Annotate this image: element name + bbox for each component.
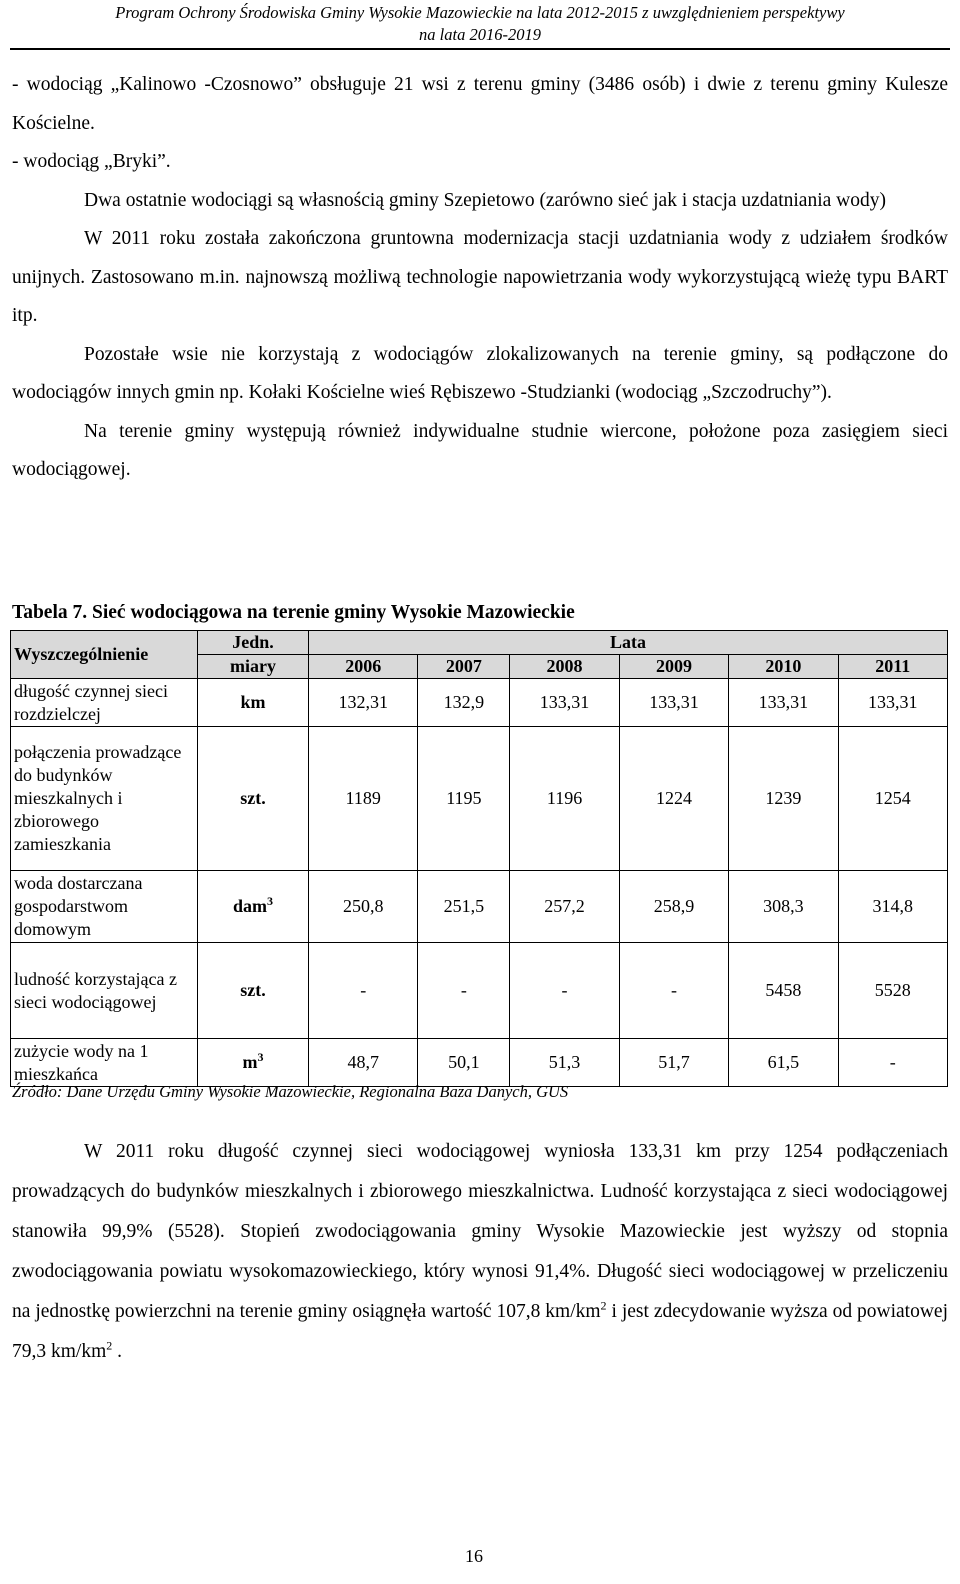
water-network-table — [10, 630, 948, 1087]
cell-value: 250,8 — [309, 871, 418, 943]
row-label: ludność korzystająca z sieci wodociągowej — [11, 943, 198, 1039]
cell-value: 1196 — [510, 727, 619, 871]
row-unit: szt. — [198, 943, 309, 1039]
row-unit: szt. — [198, 727, 309, 871]
cell-value: 257,2 — [510, 871, 619, 943]
cell-value: 133,31 — [838, 679, 947, 727]
cell-value: 51,3 — [510, 1039, 619, 1087]
header-unit-line1: Jedn. — [198, 631, 309, 655]
header-rule — [10, 48, 950, 50]
cell-value: - — [619, 943, 728, 1039]
cell-value: 51,7 — [619, 1039, 728, 1087]
cell-value: 5528 — [838, 943, 947, 1039]
table-row — [11, 1039, 948, 1087]
table-title: Tabela 7. Sieć wodociągowa na terenie gminy Wysokie Mazowieckie — [12, 602, 575, 623]
page-header — [0, 2, 960, 46]
cell-value: 308,3 — [729, 871, 838, 943]
cell-value: 314,8 — [838, 871, 947, 943]
cell-value: 1195 — [418, 727, 510, 871]
cell-value: 1224 — [619, 727, 728, 871]
cell-value: 133,31 — [510, 679, 619, 727]
year-header: 2010 — [729, 655, 838, 679]
table-source: Źródło: Dane Urzędu Gminy Wysokie Mazowieckie, Regionalna Baza Danych, GUS — [12, 1082, 569, 1101]
header-unit-line2: miary — [198, 655, 309, 679]
paragraph: - wodociąg „Bryki”. — [12, 151, 171, 172]
cell-value: 1239 — [729, 727, 838, 871]
table-row — [11, 679, 948, 727]
cell-value: 132,31 — [309, 679, 418, 727]
cell-value: 48,7 — [309, 1039, 418, 1087]
row-label: zużycie wody na 1 mieszkańca — [11, 1039, 198, 1087]
cell-value: - — [309, 943, 418, 1039]
year-header: 2007 — [418, 655, 510, 679]
cell-value: - — [510, 943, 619, 1039]
cell-value: 1189 — [309, 727, 418, 871]
paragraph: Na terenie gminy występują również indywidualne studnie wiercone, położone poza zasięgiem sieci wodociągowej. — [12, 420, 948, 480]
cell-value: 50,1 — [418, 1039, 510, 1087]
row-label: połączenia prowadzące do budynków mieszkalnych i zbiorowego zamieszkania — [11, 727, 198, 871]
row-unit: dam$^3$ — [198, 871, 309, 943]
cell-value: - — [418, 943, 510, 1039]
table-row — [11, 871, 948, 943]
cell-value: 133,31 — [619, 679, 728, 727]
row-label: długość czynnej sieci rozdzielczej — [11, 679, 198, 727]
row-unit: km — [198, 679, 309, 727]
body-text — [12, 66, 948, 490]
cell-value: - — [838, 1039, 947, 1087]
year-header: 2011 — [838, 655, 947, 679]
header-line-2: na lata 2016-2019 — [419, 25, 541, 44]
year-header: 2006 — [309, 655, 418, 679]
cell-value: 258,9 — [619, 871, 728, 943]
page-number: 16 — [465, 1546, 483, 1566]
table-row — [11, 943, 948, 1039]
summary-paragraph: W 2011 roku długość czynnej sieci wodociągowej wyniosła 133,31 km przy 1254 podłączeniach prowadzących do budynków mieszkalnych i zbiorowego mieszkalnictwa. Ludność korzystająca z sieci wodociągowej stanowiła 99,9% (5528). Stopień zwodociągowania gminy Wysokie Mazowieckie jest wyższy od stopnia zwodociągowania powiatu wysokomazowieckiego, który wynosi 91,4%. Długość sieci wodociągowej w przeliczeniu na jednostkę powierzchni na terenie gminy osiągnęła wartość 107,8 $km/km^2$ i jest zdecydowanie wyższa od powiatowej 79,3 $km/km^2$ . — [12, 1141, 948, 1362]
year-header: 2009 — [619, 655, 728, 679]
header-years: Lata — [309, 631, 948, 655]
summary-text — [12, 1132, 948, 1372]
row-label: woda dostarczana gospodarstwom domowym — [11, 871, 198, 943]
paragraph: W 2011 roku została zakończona gruntowna modernizacja stacji uzdatniania wody z udziałem środków unijnych. Zastosowano m.in. najnowszą możliwą technologie napowietrzania wody wykorzystującą wieżę typu BART itp. — [12, 228, 948, 326]
row-unit: $m^3$ — [198, 1039, 309, 1087]
cell-value: 133,31 — [729, 679, 838, 727]
year-header: 2008 — [510, 655, 619, 679]
paragraph: Pozostałe wsie nie korzystają z wodociągów zlokalizowanych na terenie gminy, są podłączone do wodociągów innych gmin np. Kołaki Kościelne wieś Rębiszewo -Studzianki (wodociąg „Szczodruchy”). — [12, 343, 948, 403]
paragraph: Dwa ostatnie wodociągi są własnością gminy Szepietowo (zarówno sieć jak i stacja uzdatniania wody) — [84, 189, 886, 211]
cell-value: 132,9 — [418, 679, 510, 727]
cell-value: 251,5 — [418, 871, 510, 943]
cell-value: 1254 — [838, 727, 947, 871]
header-spec: Wyszczególnienie — [11, 631, 198, 679]
paragraph: - wodociąg „Kalinowo -Czosnowo” obsługuje 21 wsi z terenu gminy (3486 osób) i dwie z terenu gminy Kulesze Kościelne. — [12, 74, 948, 134]
table-row — [11, 727, 948, 871]
cell-value: 61,5 — [729, 1039, 838, 1087]
header-line-1: Program Ochrony Środowiska Gminy Wysokie Mazowieckie na lata 2012-2015 z uwzględnieniem perspektywy — [115, 3, 845, 22]
cell-value: 5458 — [729, 943, 838, 1039]
